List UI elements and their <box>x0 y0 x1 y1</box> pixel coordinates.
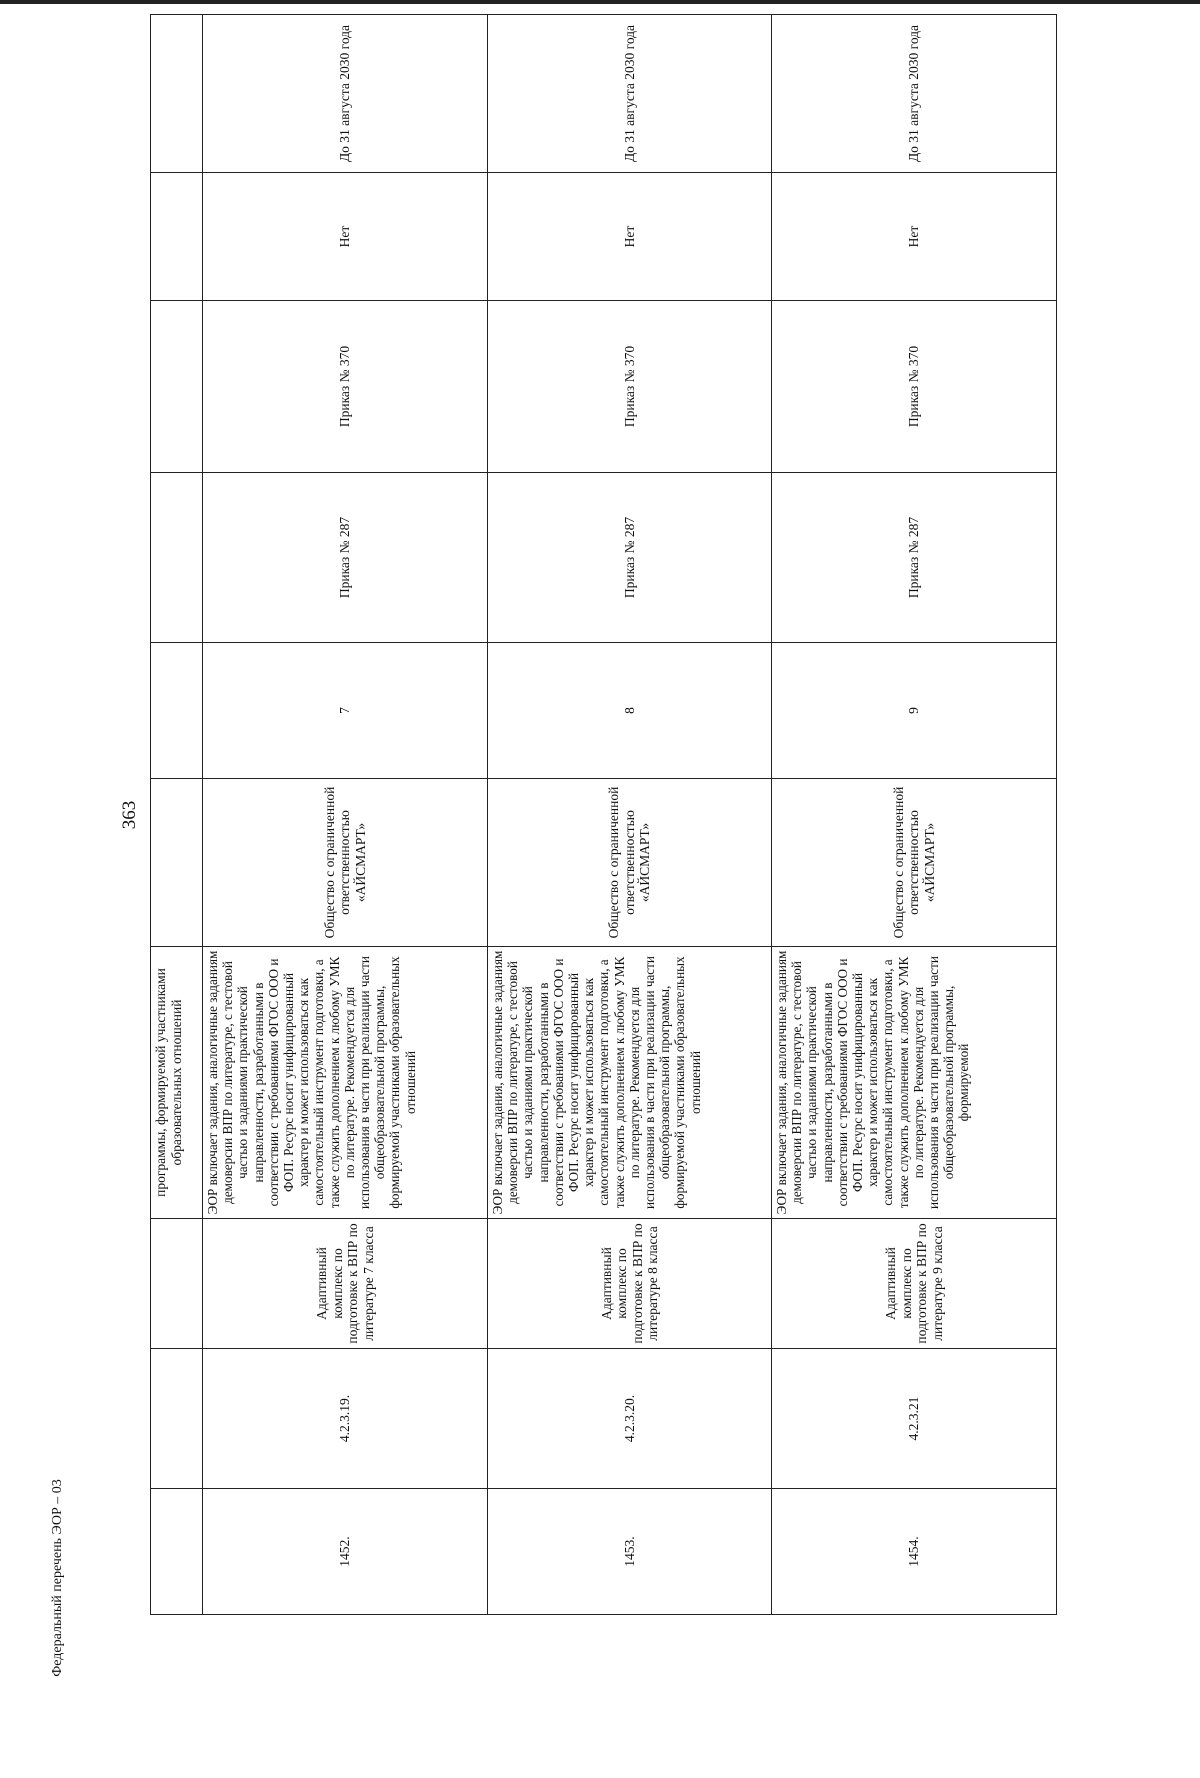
table-row <box>772 15 1057 1615</box>
page-footer: Федеральный перечень ЭОР – 03 <box>50 1479 65 1677</box>
row-validity: До 31 августа 2030 года <box>772 15 1057 173</box>
row-code: 4.2.3.19. <box>203 1349 488 1489</box>
row-validity: До 31 августа 2030 года <box>203 15 488 173</box>
row-title: Адаптивный комплекс по подготовке к ВПР по литературе 8 класса <box>488 1219 772 1349</box>
row-flag: Нет <box>488 173 772 301</box>
row-title: Адаптивный комплекс по подготовке к ВПР по литературе 7 класса <box>203 1219 488 1349</box>
rotated-table-wrapper <box>150 24 1056 1615</box>
head-cell-order-1 <box>151 473 203 643</box>
description-continuation: программы, формируемой участниками образовательных отношений <box>153 968 184 1197</box>
row-order-1: Приказ № 287 <box>488 473 772 643</box>
row-order-1: Приказ № 287 <box>772 473 1057 643</box>
table-row <box>203 15 488 1615</box>
table-row <box>488 15 772 1615</box>
row-description: ЭОР включает задания, аналогичные заданиям демоверсии ВПР по литературе, с тестовой частью и заданиями практической направленности, разработанными в соответствии с требованиями ФГОС ООО и ФОП. Ресурс носит унифицированный характер и может использоваться как самостоятельный инструмент подготовки, а также служить дополнением к любому УМК по литературе. Рекомендуется для использования в части при реализации части общеобразовательной программы, формируемой участниками образовательных отношений <box>488 947 772 1219</box>
head-cell-validity <box>151 15 203 173</box>
eor-records-table <box>150 14 1057 1615</box>
row-grade: 7 <box>203 643 488 779</box>
row-organization: Общество с ограниченной ответственностью «АЙСМАРТ» <box>488 779 772 947</box>
head-cell-description <box>151 947 203 1219</box>
row-index: 1452. <box>203 1489 488 1615</box>
top-edge-rule <box>0 0 1200 4</box>
row-grade: 8 <box>488 643 772 779</box>
head-cell-organization <box>151 779 203 947</box>
row-validity: До 31 августа 2030 года <box>488 15 772 173</box>
page-number: 363 <box>119 800 140 830</box>
row-order-2: Приказ № 370 <box>488 301 772 473</box>
head-cell-order-2 <box>151 301 203 473</box>
row-description: ЭОР включает задания, аналогичные заданиям демоверсии ВПР по литературе, с тестовой частью и заданиями практической направленности, разработанными в соответствии с требованиями ФГОС ООО и ФОП. Ресурс носит унифицированный характер и может использоваться как самостоятельный инструмент подготовки, а также служить дополнением к любому УМК по литературе. Рекомендуется для использования в части при реализации части общеобразовательной программы, формируемой участниками образовательных отношений <box>203 947 488 1219</box>
row-organization: Общество с ограниченной ответственностью «АЙСМАРТ» <box>203 779 488 947</box>
row-index: 1453. <box>488 1489 772 1615</box>
head-cell-index <box>151 1489 203 1615</box>
row-code: 4.2.3.21 <box>772 1349 1057 1489</box>
row-order-2: Приказ № 370 <box>203 301 488 473</box>
row-order-1: Приказ № 287 <box>203 473 488 643</box>
head-cell-grade <box>151 643 203 779</box>
head-cell-code <box>151 1349 203 1489</box>
row-title: Адаптивный комплекс по подготовке к ВПР по литературе 9 класса <box>772 1219 1057 1349</box>
row-flag: Нет <box>203 173 488 301</box>
head-cell-flag <box>151 173 203 301</box>
row-grade: 9 <box>772 643 1057 779</box>
head-cell-title <box>151 1219 203 1349</box>
row-index: 1454. <box>772 1489 1057 1615</box>
row-code: 4.2.3.20. <box>488 1349 772 1489</box>
row-order-2: Приказ № 370 <box>772 301 1057 473</box>
continuation-header-row <box>151 15 203 1615</box>
row-flag: Нет <box>772 173 1057 301</box>
row-description: ЭОР включает задания, аналогичные заданиям демоверсии ВПР по литературе, с тестовой частью и заданиями практической направленности, разработанными в соответствии с требованиями ФГОС ООО и ФОП. Ресурс носит унифицированный характер и может использоваться как самостоятельный инструмент подготовки, а также служить дополнением к любому УМК по литературе. Рекомендуется для использования в части при реализации части общеобразовательной программы, формируемой <box>772 947 1057 1219</box>
row-organization: Общество с ограниченной ответственностью «АЙСМАРТ» <box>772 779 1057 947</box>
